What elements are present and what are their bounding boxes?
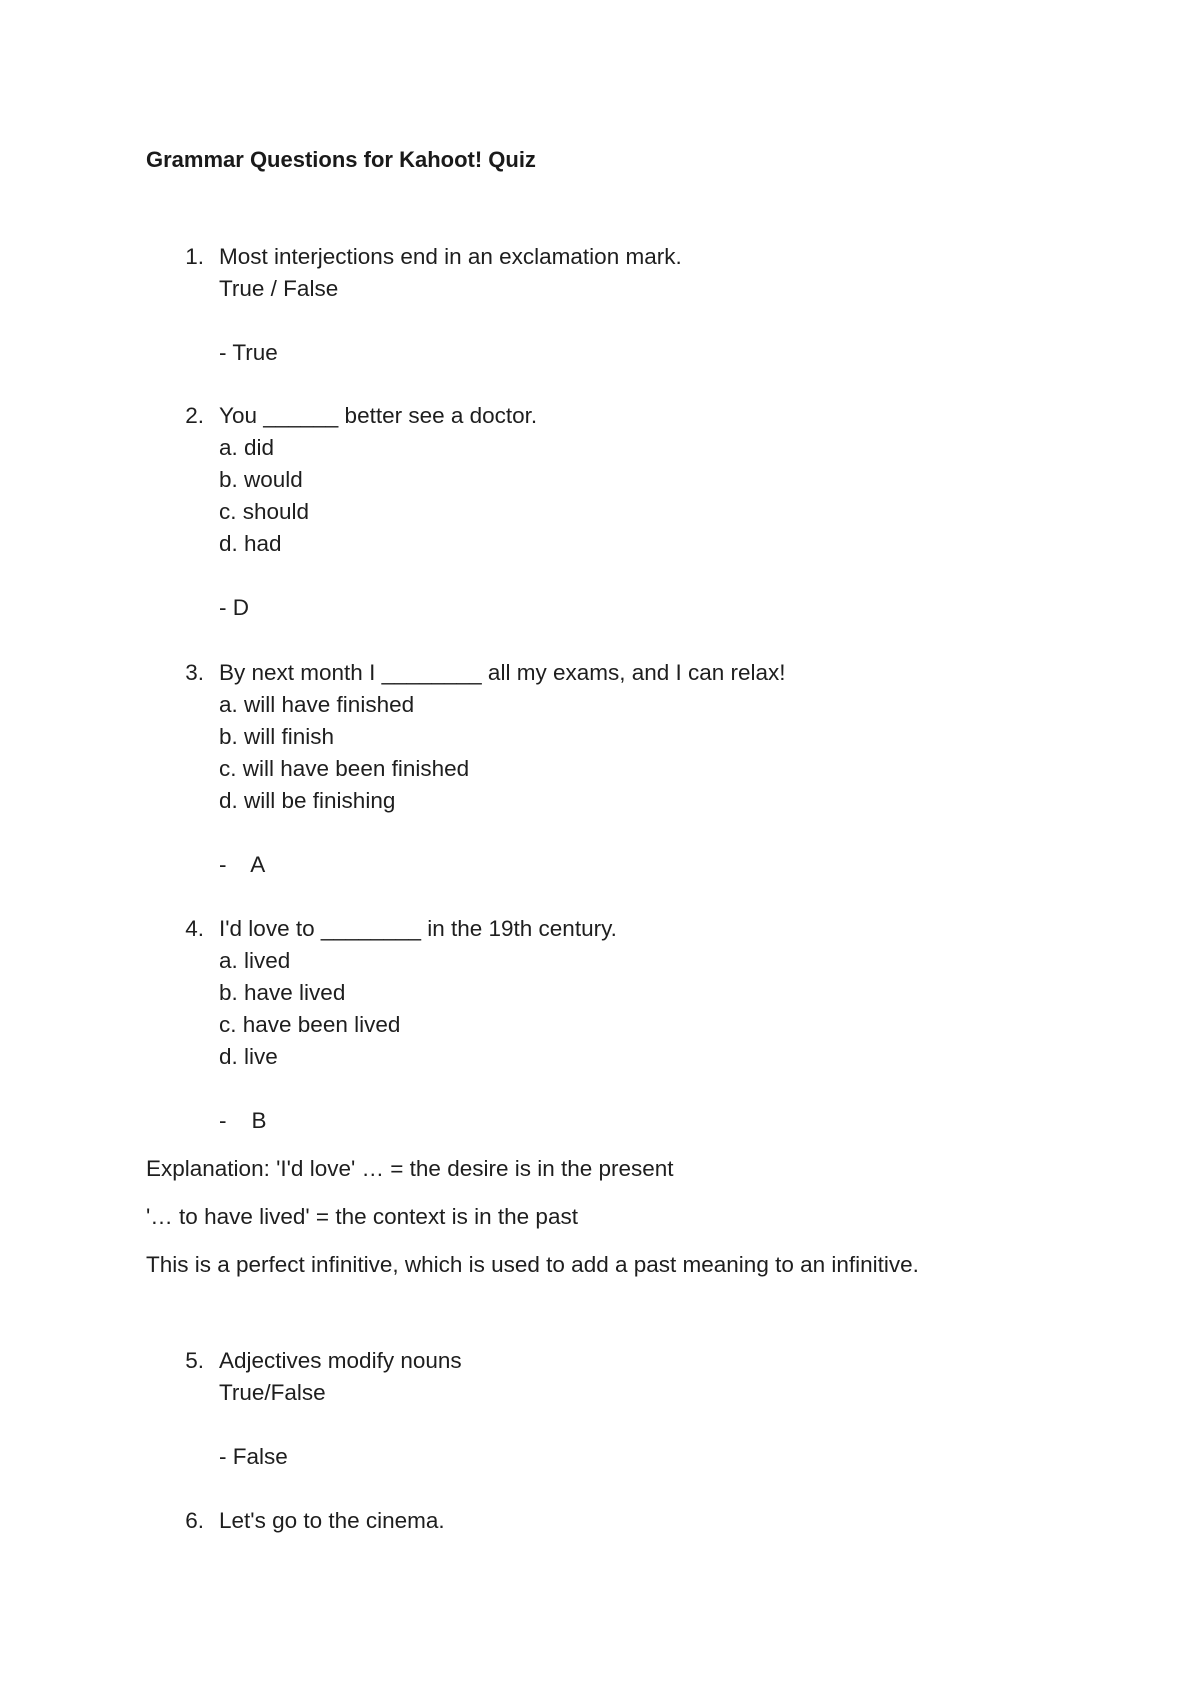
question-2-option-b: b. would bbox=[219, 467, 303, 492]
question-4-option-b: b. have lived bbox=[219, 980, 346, 1005]
question-2-number: 2. bbox=[185, 403, 204, 428]
question-3-option-a: a. will have finished bbox=[219, 692, 415, 717]
question-3-option-d: d. will be finishing bbox=[219, 788, 396, 813]
question-5-prompt: Adjectives modify nouns bbox=[219, 1348, 462, 1373]
question-2-option-a: a. did bbox=[219, 435, 275, 460]
question-6-number: 6. bbox=[185, 1508, 204, 1533]
question-6-prompt: Let's go to the cinema. bbox=[219, 1508, 445, 1533]
question-5-answer: - False bbox=[219, 1444, 288, 1469]
question-3-number: 3. bbox=[185, 660, 204, 685]
question-4-option-a: a. lived bbox=[219, 948, 291, 973]
question-2-answer: - D bbox=[219, 595, 249, 620]
explanation-line-3: This is a perfect infinitive, which is used to add a past meaning to an infinitive. bbox=[146, 1252, 919, 1277]
question-3-option-c: c. will have been finished bbox=[219, 756, 470, 781]
question-5-option: True/False bbox=[219, 1380, 326, 1405]
question-4-option-d: d. live bbox=[219, 1044, 278, 1069]
question-4-option-c: c. have been lived bbox=[219, 1012, 401, 1037]
question-4-number: 4. bbox=[185, 916, 204, 941]
question-4-answer: - B bbox=[219, 1108, 267, 1133]
question-1-number: 1. bbox=[185, 244, 204, 269]
document-title: Grammar Questions for Kahoot! Quiz bbox=[146, 147, 536, 172]
question-2-option-d: d. had bbox=[219, 531, 282, 556]
question-2-prompt: You ______ better see a doctor. bbox=[219, 403, 538, 428]
explanation-line-2: '… to have lived' = the context is in the past bbox=[146, 1204, 578, 1229]
question-3-prompt: By next month I ________ all my exams, and I can relax! bbox=[219, 660, 786, 685]
question-1-prompt: Most interjections end in an exclamation mark. bbox=[219, 244, 682, 269]
question-3-option-b: b. will finish bbox=[219, 724, 335, 749]
question-2-option-c: c. should bbox=[219, 499, 310, 524]
question-1-option: True / False bbox=[219, 276, 339, 301]
question-4-prompt: I'd love to ________ in the 19th century. bbox=[219, 916, 617, 941]
question-5-number: 5. bbox=[185, 1348, 204, 1373]
question-3-answer: - A bbox=[219, 852, 266, 877]
explanation-line-1: Explanation: 'I'd love' … = the desire is in the present bbox=[146, 1156, 674, 1181]
question-1-answer: - True bbox=[219, 340, 278, 365]
